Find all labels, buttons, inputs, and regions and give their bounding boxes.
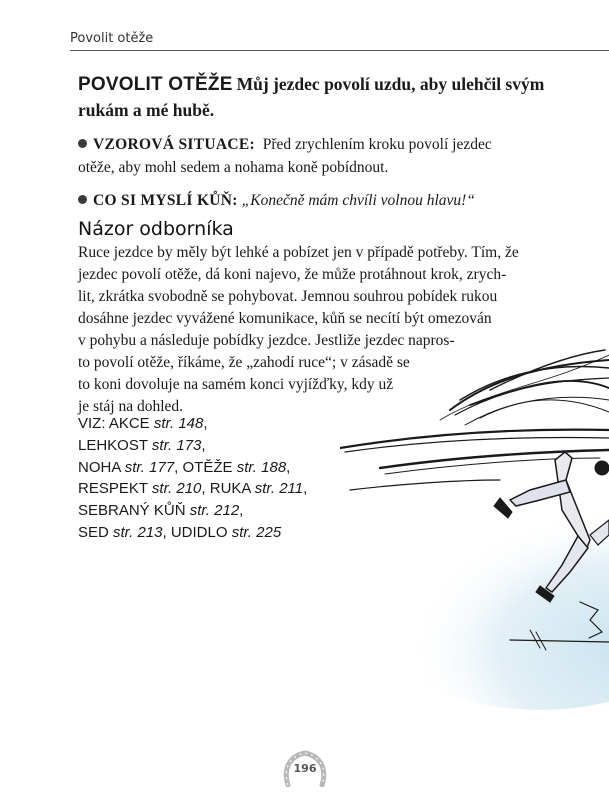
- reference-word: LEHKOST: [78, 436, 148, 454]
- entry-term: POVOLIT OTĚŽE: [78, 74, 233, 95]
- section-title: Názor odborníka: [78, 218, 234, 240]
- cross-references: [78, 413, 307, 544]
- body-text-line: jezdec povolí otěže, dá koni najevo, že může protáhnout krok, zrych-: [78, 266, 507, 283]
- entry-heading: [78, 72, 548, 124]
- bullet-label: CO SI MYSLÍ KŮŇ:: [93, 192, 238, 209]
- entry-definition: Můj jezdec povolí uzdu, aby ulehčil svým rukám a mé hubě.: [78, 74, 545, 120]
- reference-word: OTĚŽE: [182, 458, 233, 476]
- bullet-quote: „Konečně mám chvíli volnou hlavu!“: [241, 192, 475, 209]
- bullet-example-situation: [78, 133, 548, 179]
- reference-line: RESPEKT str. 210, RUKA str. 211,: [78, 480, 308, 498]
- reference-line: VIZ: AKCE str. 148,: [78, 415, 208, 432]
- reference-page: str. 210: [151, 480, 202, 498]
- reference-page: str. 212: [189, 502, 240, 520]
- body-text-line: je stáj na dohled.: [78, 398, 184, 415]
- reference-word: NOHA: [78, 458, 121, 476]
- body-text-line: to koni dovoluje na samém konci vyjížďky, kdy už: [78, 376, 394, 393]
- reference-word: RESPEKT: [78, 480, 148, 498]
- header-rule: [70, 50, 609, 51]
- reference-word: RUKA: [209, 480, 251, 498]
- running-head-title: Povolit otěže: [70, 31, 154, 46]
- horse-sketch-illustration: [340, 340, 609, 720]
- mane-scribbles: [440, 350, 609, 425]
- body-text-line: lit, zkrátka svobodně se pohybovat. Jemnou souhrou pobídek rukou: [78, 288, 498, 305]
- bullet-icon: [78, 139, 87, 148]
- reference-page: str. 148: [153, 415, 204, 432]
- reference-page: str. 213: [113, 523, 163, 541]
- reference-line: LEHKOST str. 173,: [78, 436, 206, 454]
- reference-page: str. 225: [231, 523, 282, 541]
- reference-page: str. 188: [236, 458, 287, 476]
- reference-line: SEBRANÝ KŮŇ str. 212,: [78, 502, 244, 520]
- bullet-label: VZOROVÁ SITUACE:: [93, 136, 255, 153]
- reference-word: VIZ: AKCE: [78, 415, 150, 432]
- bullet-text-line: Před zrychlením kroku povolí jezdec: [262, 136, 492, 153]
- reference-line: NOHA str. 177, OTĚŽE str. 188,: [78, 458, 291, 476]
- page-header: [70, 30, 609, 54]
- body-text-line: dosáhne jezdec vyvážené komunikace, kůň se necítí být omezován: [78, 310, 492, 327]
- bullet-icon: [78, 195, 87, 204]
- body-text-line: v pohybu a následuje pobídky jezdce. Jestliže jezdec napros-: [78, 332, 455, 349]
- bullet-text-line: otěže, aby mohl sedem a nohama koně pobídnout.: [78, 159, 389, 176]
- reference-page: str. 211: [254, 480, 304, 498]
- reference-page: str. 173: [151, 436, 202, 454]
- body-text-line: to povolí otěže, říkáme, že „zahodí ruce“; v zásadě se: [78, 354, 410, 371]
- page-number: 196: [293, 762, 317, 775]
- body-text-line: Ruce jezdce by měly být lehké a pobízet jen v případě potřeby. Tím, že: [78, 244, 519, 261]
- reference-page: str. 177: [124, 458, 175, 476]
- reference-word: UDIDLO: [170, 523, 228, 541]
- reference-line: SED str. 213, UDIDLO str. 225: [78, 523, 282, 541]
- reference-word: SED: [78, 523, 109, 541]
- reference-word: SEBRANÝ KŮŇ: [78, 502, 186, 520]
- bullet-horse-thinks: [78, 189, 548, 212]
